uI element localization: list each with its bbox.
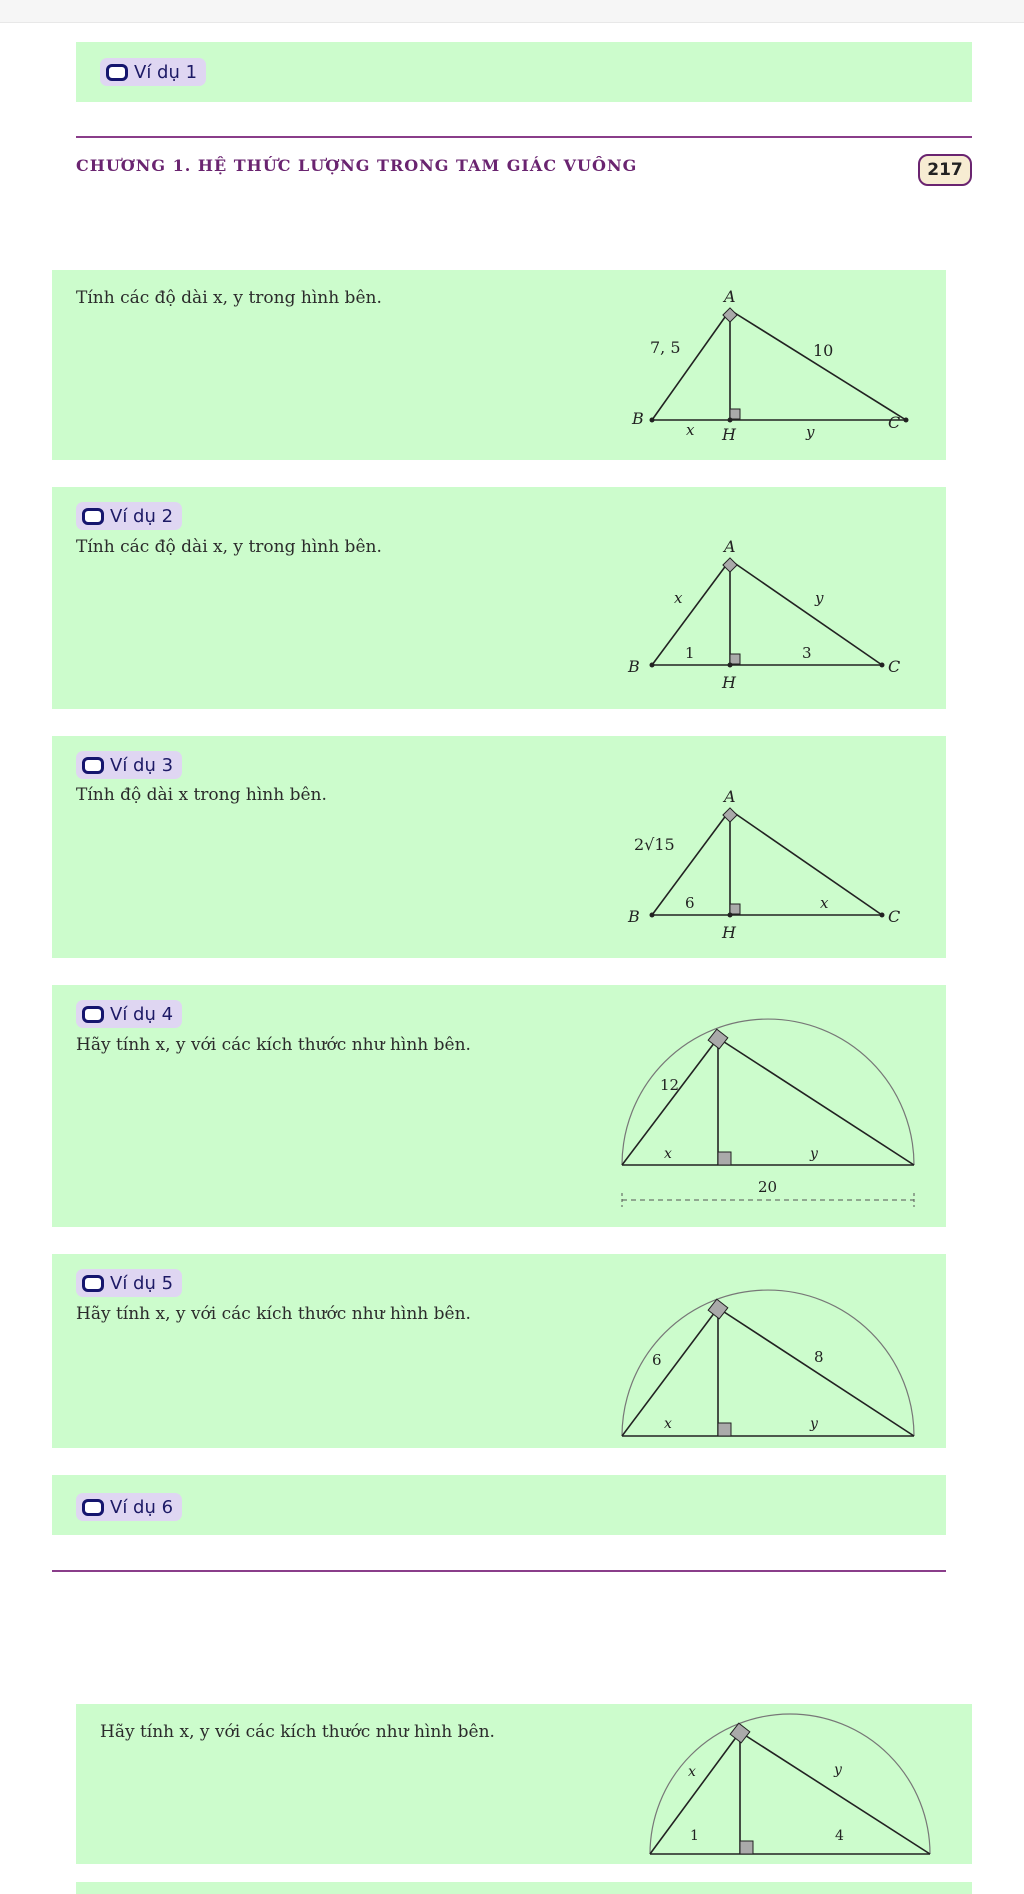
- bullet-icon: [82, 1006, 104, 1023]
- example-3-badge: [76, 751, 182, 779]
- page-break-rule: [52, 1570, 946, 1572]
- bullet-icon: [82, 508, 104, 525]
- fig2-AC: y: [815, 589, 824, 607]
- fig1-B: B: [632, 409, 644, 428]
- fig3-C: C: [888, 907, 901, 926]
- example-2-problem: Tính các độ dài x, y trong hình bên.: [76, 537, 382, 557]
- example-5-label: Ví dụ 5: [110, 1272, 174, 1294]
- fig3-B: B: [628, 907, 640, 926]
- fig1-AC: 10: [813, 341, 834, 360]
- fig5-HC: y: [810, 1416, 818, 1432]
- fig5-AB: 6: [652, 1351, 662, 1369]
- example-4-badge: [76, 1000, 182, 1028]
- fig3-AB: 2√15: [634, 835, 675, 854]
- fig3-H: H: [722, 923, 736, 942]
- fig4-AB: 12: [660, 1076, 680, 1094]
- fig6-AB: x: [688, 1764, 696, 1780]
- fig6-BH: 1: [690, 1828, 699, 1844]
- fig5-BH: x: [664, 1416, 672, 1432]
- figure-2: [610, 530, 930, 700]
- fig1-H: H: [722, 425, 736, 444]
- fig4-BC: 20: [758, 1178, 778, 1196]
- top-bar: [0, 0, 1024, 23]
- chapter-title: CHƯƠNG 1. HỆ THỨC LƯỢNG TRONG TAM GIÁC VUÔNG: [76, 156, 638, 175]
- example-3-problem: Tính độ dài x trong hình bên.: [76, 785, 327, 805]
- example-4-label: Ví dụ 4: [110, 1003, 174, 1025]
- fig2-BH: 1: [685, 644, 695, 662]
- fig6-AC: y: [834, 1762, 842, 1778]
- example-4-problem: Hãy tính x, y với các kích thước như hình bên.: [76, 1035, 471, 1055]
- figure-4: [610, 1010, 940, 1225]
- fig1-C: C: [888, 413, 901, 432]
- example-6-badge: [76, 1493, 182, 1521]
- figure-6: [640, 1704, 950, 1864]
- example-3-label: Ví dụ 3: [110, 754, 174, 776]
- bullet-icon: [82, 757, 104, 774]
- fig1-BH: x: [686, 421, 695, 439]
- fig2-C: C: [888, 657, 901, 676]
- fig2-HC: 3: [802, 644, 812, 662]
- fig2-B: B: [628, 657, 640, 676]
- fig3-HC: x: [820, 894, 829, 912]
- bullet-icon: [82, 1499, 104, 1516]
- figure-5: [610, 1278, 940, 1448]
- fig2-A: A: [724, 537, 736, 556]
- fig1-HC: y: [806, 423, 815, 441]
- fig1-A: A: [724, 287, 736, 306]
- example-1-badge: [100, 58, 206, 86]
- bullet-icon: [82, 1275, 104, 1292]
- figure-3: [610, 780, 930, 950]
- example-6-problem: Hãy tính x, y với các kích thước như hình bên.: [100, 1722, 495, 1742]
- fig4-BH: x: [664, 1146, 672, 1162]
- header-rule: [76, 136, 972, 138]
- fig1-AB: 7, 5: [650, 338, 681, 357]
- example-6-box: [52, 1475, 946, 1535]
- example-2-badge: [76, 502, 182, 530]
- example-6-label: Ví dụ 6: [110, 1496, 174, 1518]
- example-1-box: [76, 42, 972, 102]
- fig2-AB: x: [674, 589, 683, 607]
- next-box-edge: [76, 1882, 972, 1894]
- fig6-HC: 4: [835, 1828, 844, 1844]
- fig3-A: A: [724, 787, 736, 806]
- page-number: 217: [918, 154, 972, 186]
- fig4-HC: y: [810, 1146, 818, 1162]
- fig5-AC: 8: [814, 1348, 824, 1366]
- fig2-H: H: [722, 673, 736, 692]
- example-5-problem: Hãy tính x, y với các kích thước như hình bên.: [76, 1304, 471, 1324]
- example-2-label: Ví dụ 2: [110, 505, 174, 527]
- fig3-BH: 6: [685, 894, 695, 912]
- bullet-icon: [106, 64, 128, 81]
- figure-1: [610, 280, 930, 450]
- example-1-problem: Tính các độ dài x, y trong hình bên.: [76, 288, 382, 308]
- example-1-label: Ví dụ 1: [134, 61, 198, 83]
- example-5-badge: [76, 1269, 182, 1297]
